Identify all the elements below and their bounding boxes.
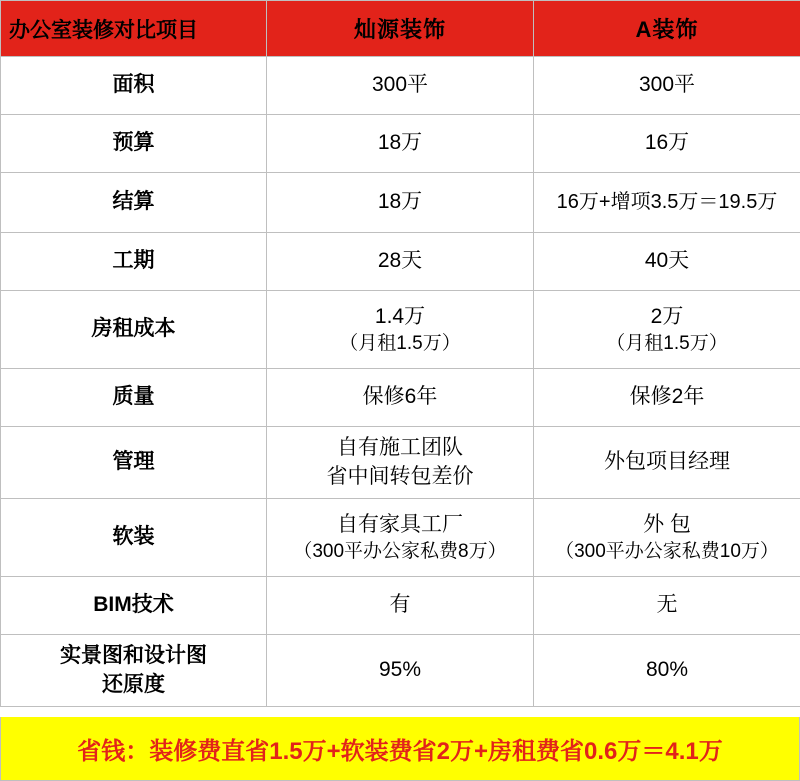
cell-management-a: 外包项目经理 <box>534 427 800 499</box>
row-label-quality: 质量 <box>1 369 267 427</box>
spacer <box>0 707 800 717</box>
table-row <box>1 635 800 707</box>
cell-rent-cost-a <box>534 291 800 369</box>
cell-rent-cost-a-sub: （月租1.5万） <box>540 331 794 357</box>
cell-duration-canyuan: 28天 <box>267 233 534 291</box>
cell-soft-furnishing-canyuan-main: 自有家具工厂 <box>337 513 463 536</box>
row-label-rent-cost: 房租成本 <box>1 291 267 369</box>
cell-quality-canyuan: 保修6年 <box>267 369 534 427</box>
table-row <box>1 115 800 173</box>
cell-bim-canyuan: 有 <box>267 577 534 635</box>
table-body <box>1 57 800 707</box>
cell-settlement-canyuan: 18万 <box>267 173 534 233</box>
cell-rent-cost-canyuan <box>267 291 534 369</box>
row-label-management: 管理 <box>1 427 267 499</box>
table-row <box>1 233 800 291</box>
savings-summary-banner: 省钱：装修费直省1.5万+软装费省2万+房租费省0.6万＝4.1万 <box>0 717 800 781</box>
header-row <box>1 1 800 57</box>
cell-budget-canyuan: 18万 <box>267 115 534 173</box>
header-cell-company-b: A装饰 <box>534 1 800 57</box>
cell-duration-a: 40天 <box>534 233 800 291</box>
table-header <box>1 1 800 57</box>
cell-settlement-a: 16万+增项3.5万＝19.5万 <box>534 173 800 233</box>
cell-area-a: 300平 <box>534 57 800 115</box>
table-row <box>1 173 800 233</box>
header-cell-company-a: 灿源装饰 <box>267 1 534 57</box>
cell-render-accuracy-canyuan: 95% <box>267 635 534 707</box>
table-row <box>1 57 800 115</box>
row-label-duration: 工期 <box>1 233 267 291</box>
row-label-bim: BIM技术 <box>1 577 267 635</box>
table-row <box>1 499 800 577</box>
row-label-soft-furnishing: 软装 <box>1 499 267 577</box>
cell-management-canyuan-sub: 省中间转包差价 <box>273 463 527 491</box>
cell-management-canyuan <box>267 427 534 499</box>
row-label-area: 面积 <box>1 57 267 115</box>
cell-rent-cost-a-main: 2万 <box>651 305 684 328</box>
cell-soft-furnishing-a-main: 外 包 <box>643 513 691 536</box>
cell-area-canyuan: 300平 <box>267 57 534 115</box>
row-label-render-accuracy-sub: 还原度 <box>7 671 260 699</box>
cell-rent-cost-canyuan-main: 1.4万 <box>375 305 425 328</box>
cell-soft-furnishing-a-sub: （300平办公家私费10万） <box>540 539 794 565</box>
cell-quality-a: 保修2年 <box>534 369 800 427</box>
cell-budget-a: 16万 <box>534 115 800 173</box>
row-label-render-accuracy <box>1 635 267 707</box>
table-row <box>1 369 800 427</box>
table-row <box>1 427 800 499</box>
cell-rent-cost-canyuan-sub: （月租1.5万） <box>273 331 527 357</box>
table-row <box>1 577 800 635</box>
cell-soft-furnishing-canyuan <box>267 499 534 577</box>
cell-soft-furnishing-canyuan-sub: （300平办公家私费8万） <box>273 539 527 565</box>
cell-soft-furnishing-a <box>534 499 800 577</box>
header-cell-project: 办公室装修对比项目 <box>1 1 267 57</box>
table-row <box>1 291 800 369</box>
row-label-settlement: 结算 <box>1 173 267 233</box>
cell-render-accuracy-a: 80% <box>534 635 800 707</box>
cell-bim-a: 无 <box>534 577 800 635</box>
cell-management-canyuan-main: 自有施工团队 <box>337 436 463 459</box>
row-label-render-accuracy-main: 实景图和设计图 <box>60 644 207 667</box>
row-label-budget: 预算 <box>1 115 267 173</box>
